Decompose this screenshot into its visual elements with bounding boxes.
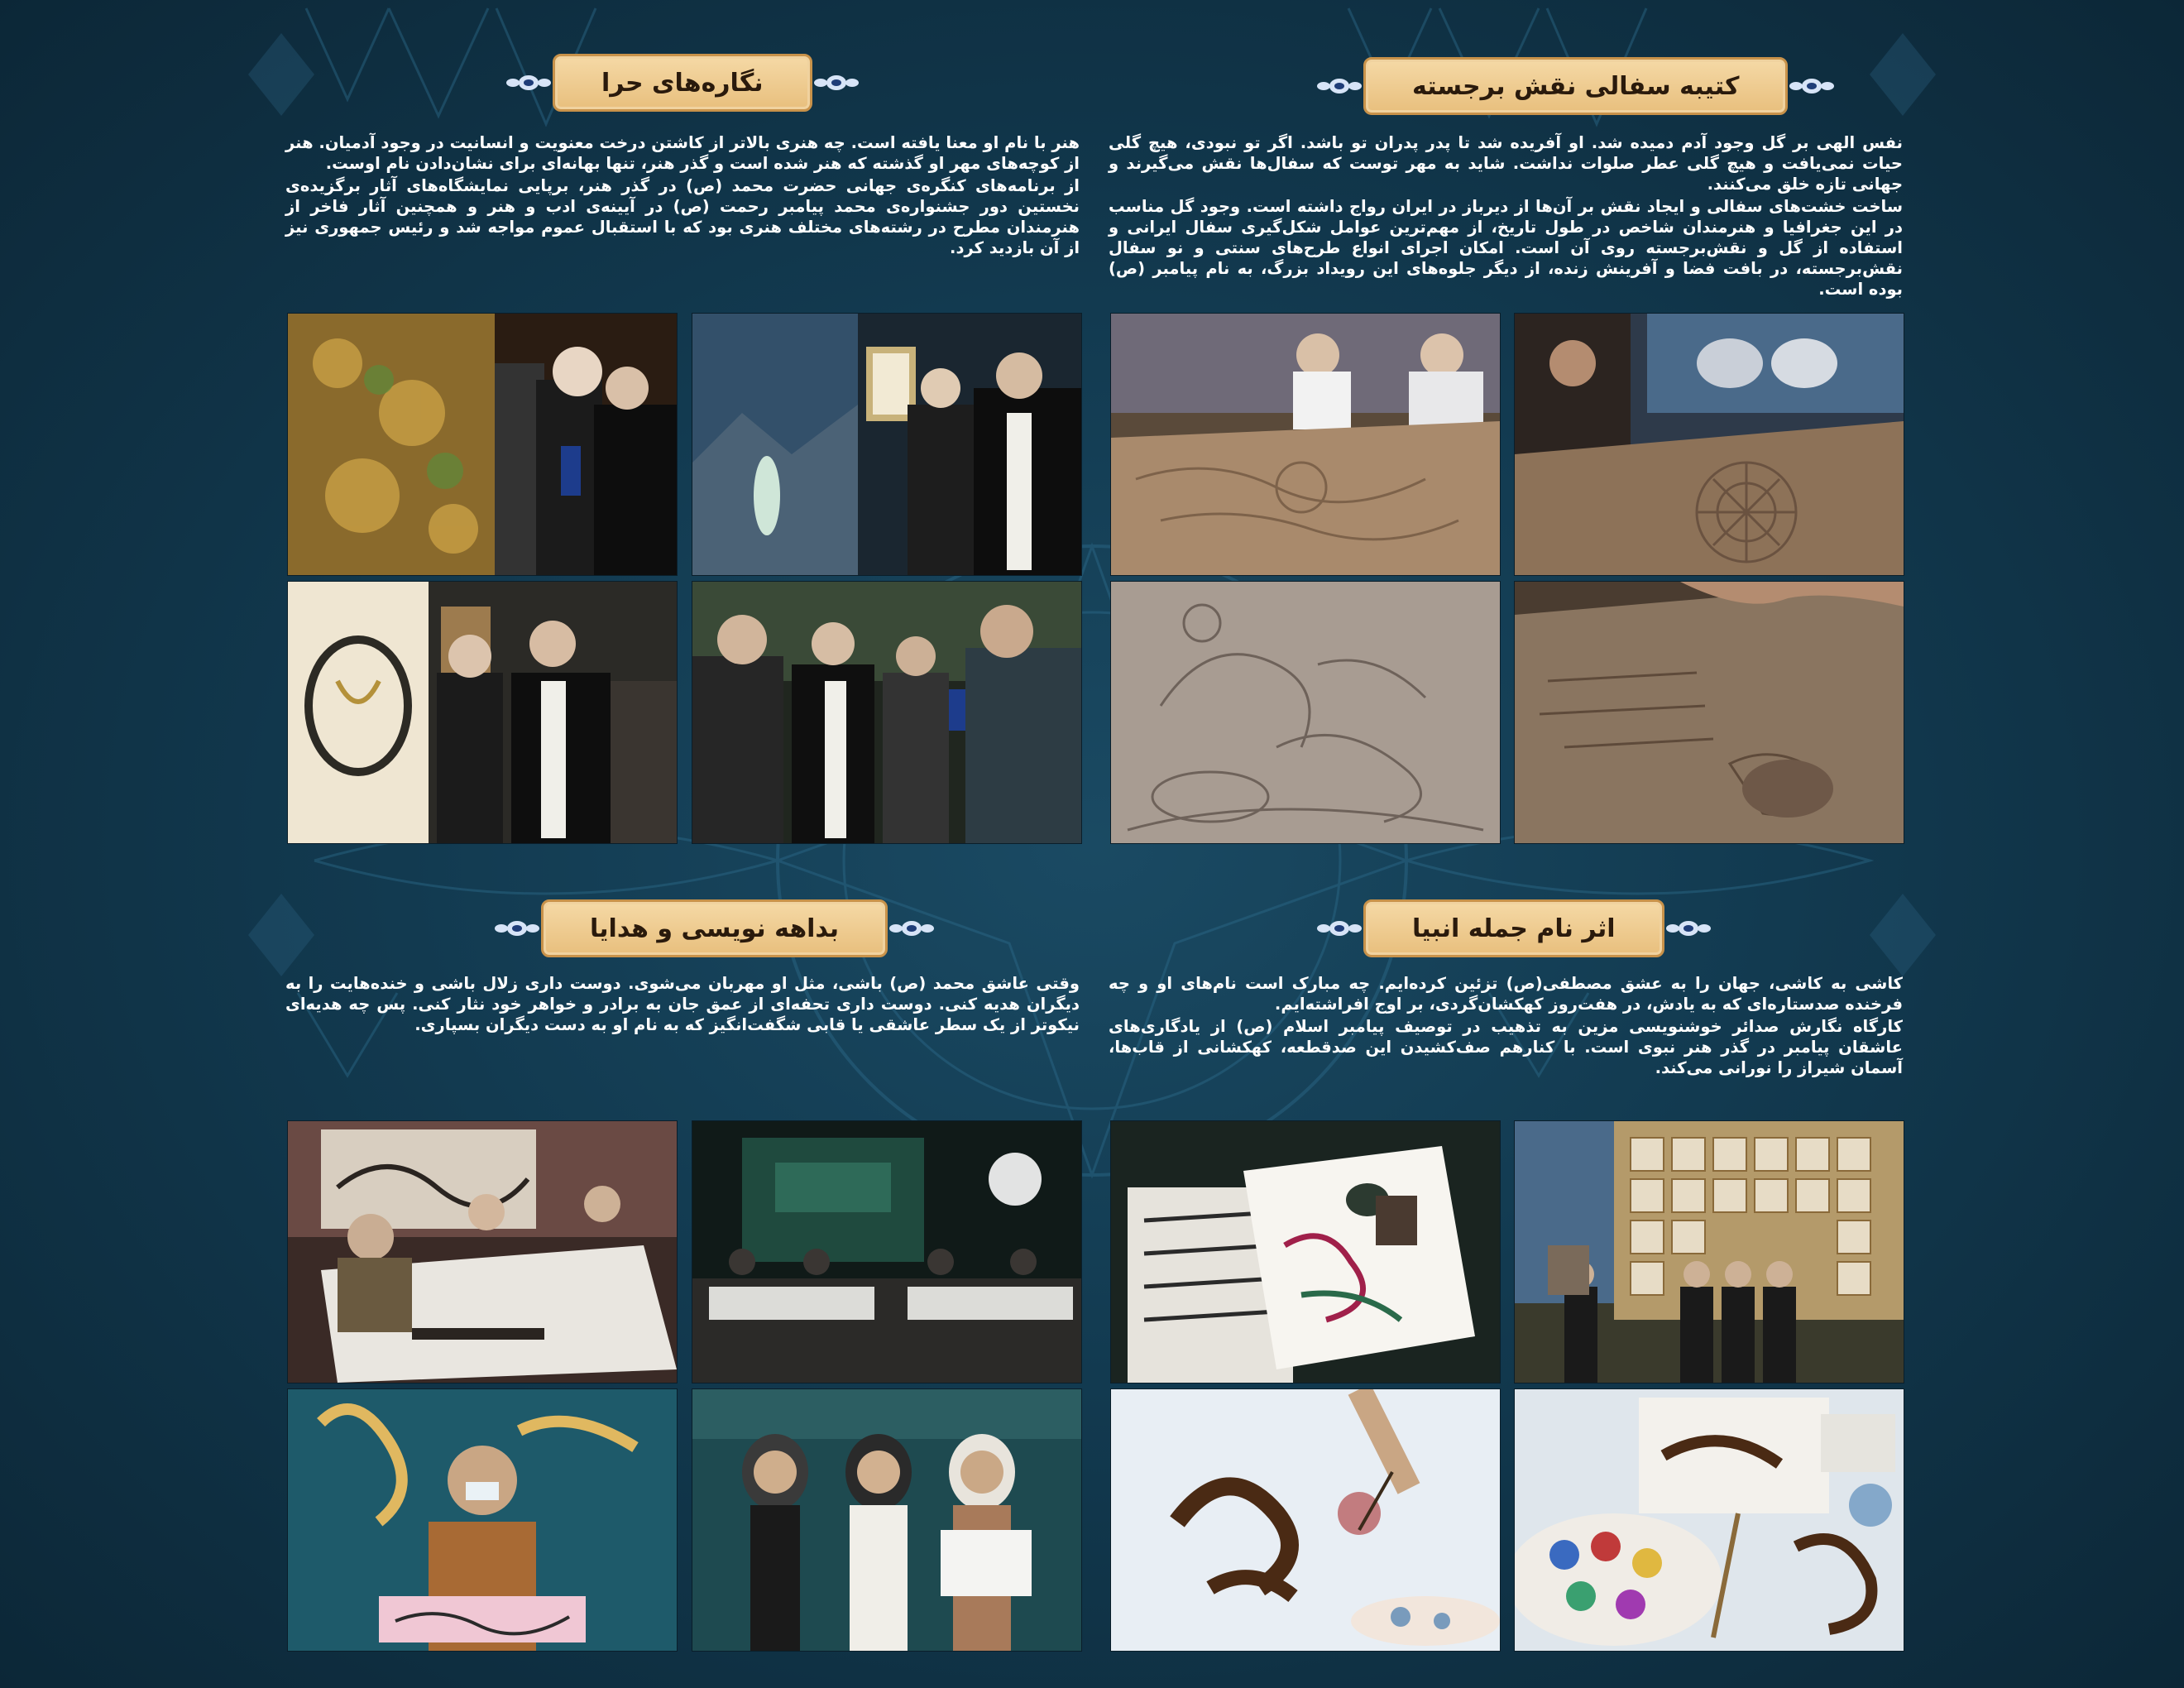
flourish-icon [888,910,936,947]
flourish-icon [1664,910,1712,947]
photo-night-mountain-painting [692,313,1082,576]
photo-palette-calligraphy [1514,1388,1904,1652]
paragraph: از برنامه‌های کنگره‌ی جهانی حضرت محمد (ص) در گذر هنر، برپایی نمایشگاه‌های آثار برگزیده‌ی نخستین دور جشنواره‌ی محمد پیامبر رحمت (ص) در آیینه‌ی ادب و هنر و همچنین آثار فاخر از هنرمندان مطرح در رشته‌های مختلف هنری بود که با استقبال عموم مواجه شد و رئیس جمهوری نیز از آن بازدید کرد. [285,176,1080,257]
section-heading: اثر نام جمله انبیا [1363,899,1664,957]
photo-calligraphy-painting-visit [287,581,678,844]
photo-three-girls-calligraphy [692,1388,1082,1652]
photo-clay-hand-sculpting [1514,581,1904,844]
photo-writing-tables-night [692,1120,1082,1383]
flourish-icon [1315,910,1363,947]
photo-painting-exhibit-visit [287,313,678,576]
photo-reporter-interview [692,581,1082,844]
flourish-icon [493,910,541,947]
flourish-icon [1315,68,1363,104]
photo-clay-doves-relief [1514,313,1904,576]
section-body-prophets-name [1109,973,1903,1080]
flourish-icon [505,65,553,101]
section-body-improv-writing [285,973,1080,1037]
paragraph: نفس الهی بر گل وجود آدم دمیده شد. او آفریده شد تا پدر پدران تو باشد. اگر تو نبودی، هیچ گلی حیات نمی‌یافت و هیچ گلی عطر صلوات نداشت. شاید به مهر توست که سفال‌ها نقش می‌گیرند و جهانی تازه خلق می‌کنند. [1109,133,1903,194]
flourish-icon [1788,68,1836,104]
section-heading: کتیبه سفالی نقش برجسته [1363,57,1788,115]
paragraph: هنر با نام او معنا یافته است. چه هنری بالاتر از کاشتن درخت معنویت و انسانیت در وجود آدمیان. هنر از کوچه‌های مهر او گذشته که هنر شده است و گذر هنر، تنها بهانه‌ای برای نشان‌دادن نام اوست. [285,133,1080,173]
section-title-improv-writing [493,895,936,961]
section-body-clay-relief [1109,132,1903,301]
flourish-icon [812,65,860,101]
photo-brush-painting-name [1110,1388,1501,1652]
section-title-prophets-name [1315,895,1712,961]
section-heading: بداهه نویسی و هدایا [541,899,888,957]
photo-calligraphy-on-paper [1110,1120,1501,1383]
section-heading: نگاره‌های حرا [553,54,812,112]
section-title-hira-paintings [505,50,860,116]
photo-tiles-wall-group [1514,1120,1904,1383]
paragraph: وقتی عاشق محمد (ص) باشی، مثل او مهربان می‌شوی. دوست داری زلال باشی و خنده‌هایت را به دیگران هدیه کنی. دوست داری تحفه‌ای از عمق جان به برادر و خواهر خود نثار کنی. پس چه هدیه‌ای نیکوتر از یک سطر عاشقی یا قابی شگفت‌انگیز که به نام او به دست دیگران بسپاری. [285,974,1080,1034]
paragraph: کارگاه نگارش صدائر خوشنویسی مزین به تذهیب در توصیف پیامبر اسلام (ص) از یادگاری‌های عاشقان پیامبر در گذر هنر نبوی است. با کنارهم صف‌کشیدن این صدقطعه، کهکشانی از قاب‌ها، آسمان شیراز را نورانی می‌کند. [1109,1017,1903,1077]
photo-clay-relief-workshop [1110,313,1501,576]
photo-boy-holding-calligraphy [287,1388,678,1652]
photo-clay-sketch-figures [1110,581,1501,844]
photo-calligraphy-booth-night [287,1120,678,1383]
paragraph: ساخت خشت‌های سفالی و ایجاد نقش بر آن‌ها از دیرباز در ایران رواج داشته است. وجود گل مناسب در این جغرافیا و هنرمندان شاخص در طول تاریخ، از مهم‌ترین عوامل شکل‌گیری سفال ایرانی و استفاده از گل و نقش‌برجسته روی آن است. امکان اجرای انواع طرح‌های سنتی و نو سفال نقش‌برجسته، در بافت فضا و آفرینش زنده، از دیگر جلوه‌های این رویداد بزرگ، به نام پیامبر (ص) بوده است. [1109,197,1903,299]
section-body-hira-paintings [285,132,1080,260]
section-title-clay-relief [1315,53,1836,119]
paragraph: کاشی به کاشی، جهان را به عشق مصطفی(ص) تزئین کرده‌ایم. چه مبارک است نام‌های او و چه فرخنده صدستاره‌ای که به یادش، در هفت‌روز کهکشان‌گردی، بر اوج افراشته‌ایم. [1109,974,1903,1014]
